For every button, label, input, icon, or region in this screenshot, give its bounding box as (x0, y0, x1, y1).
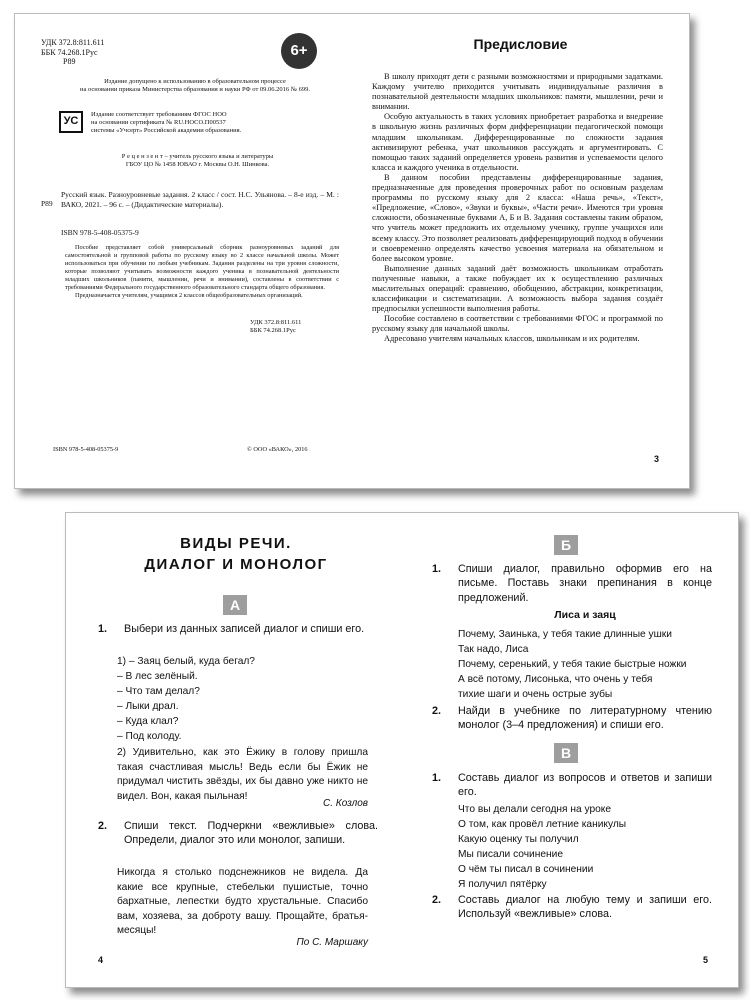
story-line: Так надо, Лиса (458, 644, 529, 656)
dialogue-line: Какую оценку ты получил (458, 834, 579, 846)
exercise-a1 (98, 622, 378, 636)
exercise-b2 (432, 704, 712, 733)
preface-page (352, 14, 689, 488)
preface-paragraph: Пособие составлено в соответствии с требованиями ФГОС и программой по русскому языку для начальной школы. (372, 314, 663, 334)
approval-line: на основании приказа Министерства образования и науки РФ от 09.06.2016 № 699. (80, 86, 310, 93)
level-badge-a: А (223, 595, 247, 615)
exercise-number: 2. (432, 894, 442, 906)
exercise-text: Выбери из данных записей диалог и спиши его. (124, 623, 365, 635)
bbk-code: ББК 74.268.1Рус (250, 327, 296, 334)
udk-code: УДК 372.8:811.611 (41, 38, 105, 47)
story-line: Почему, серенький, у тебя такие быстрые ножки (458, 659, 687, 671)
annotation (65, 244, 339, 300)
dialogue-lines (117, 654, 255, 745)
topic-title (86, 533, 386, 575)
preface-paragraph: В школу приходят дети с разными возможностями и природными задатками. Каждому учителю приходится учитывать индивидуальные различия в познавательной деятельности младших школьников: памяти, мышлении, речи и внимании. (372, 72, 663, 112)
approval-line: Издание допущено к использованию в образовательном процессе (104, 78, 286, 85)
dialogue-line: – Лыки драл. (117, 701, 179, 713)
exercise-v1 (432, 771, 712, 800)
preface-paragraph: В данном пособии представлены дифференцированные задания, предназначенные для проведения проверочных работ по основным разделам программы по русскому языку для 2 класса: «Наша речь», «Текст», «Предложение, «Слово», «Звуки и буквы», «Части речи». Имеются три уровня сложности, обозначенные буквами А, Б и В. Задания составлены таким образом, что учитель может предложить их отдельному ученику, группе учащихся или всему классу. Это позволяет реализовать дифференцирующий подход в обучении и своевременно определять качество усвоения материала на обязательном и более высоком уровне. (372, 172, 663, 263)
footer-isbn: ISBN 978-5-408-05375-9 (53, 446, 119, 453)
fgos-note (91, 111, 331, 135)
dialogue-line: – Под колоду. (117, 731, 182, 743)
fgos-line: системы «Учсерт» Российской академии образования. (91, 127, 242, 134)
exercise-text: Спиши диалог, правильно оформив его на письме. Поставь знаки препинания в конце предложений. (458, 563, 712, 604)
dialogue-line: – Что там делал? (117, 686, 200, 698)
story-title: Лиса и заяц (554, 609, 616, 621)
story-line: тихие шаги и очень острые зубы (458, 689, 613, 701)
story-line: А всё потому, Лисонька, что очень у тебя (458, 674, 653, 686)
dialogue-line: – В лес зелёный. (117, 671, 198, 683)
passage-text: Никогда я столько подснежников не видела. Да какие все крупные, стебельки пушистые, точно бархатные, лепестки будто хрустальные. Спасибо вам, хозяева, за доброту вашу. Прощайте, братья-месяцы! (117, 867, 368, 937)
footer-copyright: © ООО «ВАКО», 2016 (247, 446, 308, 453)
preface-paragraph: Особую актуальность в таких условиях приобретает разработка и внедрение в школьную жизнь различных форм дифференциации педагогической помощи младшим школьникам. Дифференцированные по сложности задания активизируют ребенка, учат школьников рассуждать и аргументировать. С помощью таких заданий определяется уровень развития и успеваемости целого класса и каждого ученика в отдельности. (372, 112, 663, 172)
classification-codes-bottom (250, 319, 301, 335)
preface-paragraph: Выполнение данных заданий даёт возможность школьникам отработать полученные навыки, а также побуждает их к осуществлению различных мыслительных операций: сравнению, обобщению, абстракции, конкретизации, классификации и систематизации. А возможность выбора задания создаёт предпосылки успешности выполнения работы. (372, 263, 663, 314)
dialogue-line: 1) – Заяц белый, куда бегал? (117, 656, 255, 667)
bbk-code: ББК 74.268.1Рус (41, 47, 98, 57)
preface-body (372, 72, 663, 345)
book-spread-bottom (65, 512, 739, 988)
story-lines (458, 627, 687, 702)
passage-author: С. Козлов (323, 798, 368, 809)
exercise-number: 1. (98, 623, 108, 635)
exercise-text: Найди в учебнике по литературному чтению монолог (3–4 предложения) и спиши его. (458, 705, 712, 732)
book-spread-top (14, 13, 690, 489)
annotation-paragraph: Пособие представляет собой универсальный сборник разноуровневых заданий для самостоятельной и групповой работы по русскому языку во 2 классе начальной школы. Может использоваться при обучении по любым учебникам. Задания разделены на три уровня сложности, которые позволяют учитывать возможности каждого ученика в познавательной деятельности младших школьников (памяти, мышлении, речи и внимании), составлены в соответствии с требованиями Федерального государственного образовательного стандарта общего образования. (65, 244, 339, 291)
preface-title: Предисловие (473, 36, 568, 52)
classification-codes (41, 38, 104, 67)
passage-text: 2) Удивительно, как это Ёжику в голову пришла такая счастливая мысль! Ведь если бы Ёжик не придумал чистить звёзды, их бы давно уже никто не видел. Вон, какая пыльная! (117, 747, 368, 802)
page-number: 5 (702, 955, 708, 965)
topic-title-line: ВИДЫ РЕЧИ. (180, 535, 292, 552)
reviewer-line: ГБОУ ЦО № 1458 ЮВАО г. Москвы О.Н. Шинкова. (125, 161, 270, 168)
story-line: Почему, Заинька, у тебя такие длинные ушки (458, 629, 672, 640)
preface-paragraph: Адресовано учителям начальных классов, школьникам и их родителям. (384, 334, 640, 344)
reviewer-note (55, 153, 340, 169)
author-sign-margin: Р89 (41, 199, 53, 208)
dialogue-line: – Куда клал? (117, 716, 179, 728)
dialogue-lines (458, 802, 626, 893)
fgos-line: Издание соответствует требованиям ФГОС НОО (91, 111, 227, 118)
dialogue-line: О чём ты писал в сочинении (458, 864, 594, 876)
annotation-paragraph: Предназначается учителям, учащимся 2 классов общеобразовательных организаций. (75, 292, 303, 299)
imprint-page (15, 14, 352, 488)
isbn: ISBN 978-5-408-05375-9 (61, 228, 139, 237)
reviewer-line: Р е ц е н з е н т – учитель русского языка и литературы (121, 153, 274, 160)
exercise-number: 1. (432, 772, 442, 784)
bibliographic-record: Русский язык. Разноуровневые задания. 2 класс / сост. Н.С. Ульянова. – 8-е изд. – М. : ВАКО, 2021. – 96 с. – (Дидактические материалы). (61, 190, 339, 209)
page-number: 4 (98, 955, 104, 965)
exercise-text: Составь диалог из вопросов и ответов и запиши его. (458, 772, 712, 799)
fgos-line: на основании сертификата № RU.НОСО.П00537 (91, 119, 226, 126)
exercise-number: 2. (432, 705, 442, 717)
level-badge-b: Б (554, 535, 578, 555)
author-sign: Р89 (63, 57, 76, 66)
exercise-number: 1. (432, 563, 442, 575)
exercise-text: Спиши текст. Подчеркни «вежливые» слова. Определи, диалог это или монолог, запиши. (124, 820, 378, 847)
exercise-number: 2. (98, 820, 108, 832)
age-rating-badge: 6+ (281, 33, 317, 69)
udk-code: УДК 372.8:811.611 (250, 319, 302, 326)
exercise-page-4 (66, 513, 402, 987)
exercise-v2 (432, 893, 712, 922)
level-badge-v: В (554, 743, 578, 763)
approval-note (55, 78, 335, 94)
topic-title-line: ДИАЛОГ И МОНОЛОГ (144, 556, 328, 573)
exercise-a2 (98, 819, 378, 848)
dialogue-line: О том, как провёл летние каникулы (458, 819, 627, 831)
us-cert-logo: УС (59, 111, 83, 133)
exercise-b1 (432, 562, 712, 605)
dialogue-line: Я получил пятёрку (458, 879, 547, 891)
passage-author: По С. Маршаку (296, 937, 368, 948)
exercise-text: Составь диалог на любую тему и запиши его. Используй «вежливые» слова. (458, 894, 712, 921)
page-number: 3 (653, 454, 659, 464)
dialogue-line: Мы писали сочинение (458, 849, 563, 861)
dialogue-line: Что вы делали сегодня на уроке (458, 804, 612, 815)
exercise-page-5 (402, 513, 738, 987)
